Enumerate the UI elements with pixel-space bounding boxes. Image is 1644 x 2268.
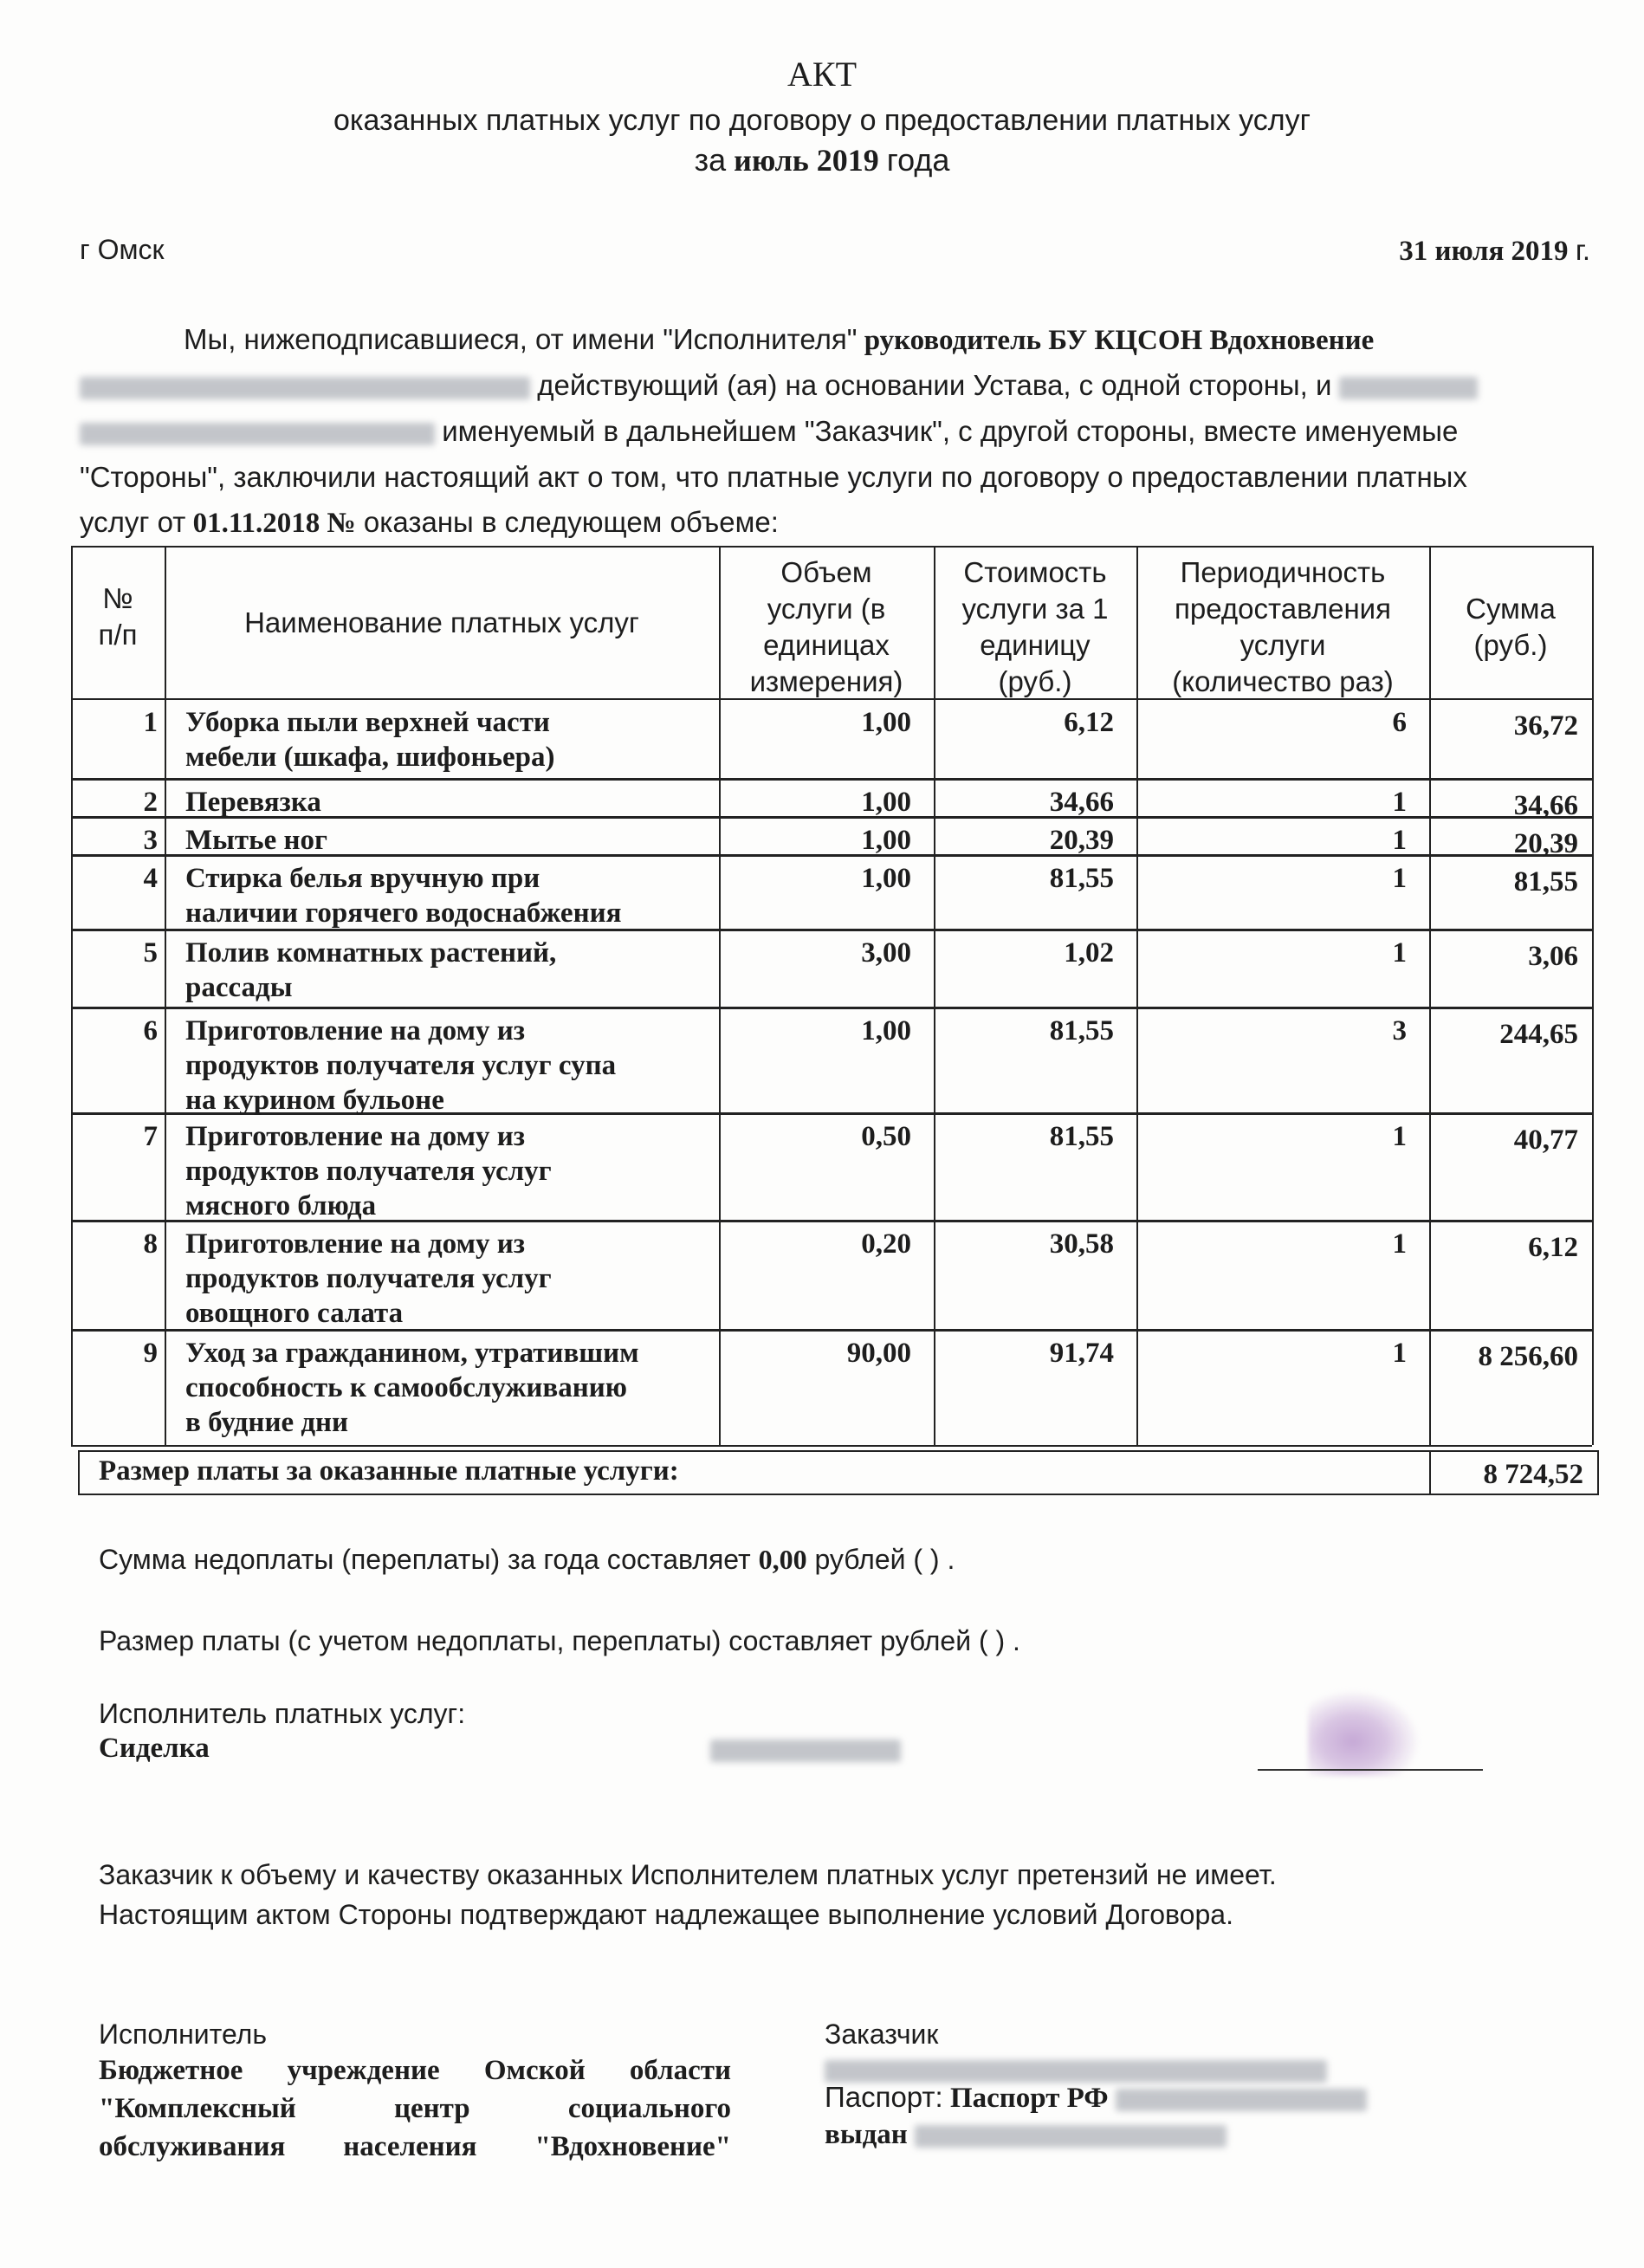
service-frequency: 1 [1392, 1228, 1407, 1260]
underpay-line: Сумма недоплаты (переплаты) за года составляет 0,00 рублей ( ) . [99, 1544, 955, 1575]
service-frequency: 1 [1392, 787, 1407, 818]
row-number: 1 [143, 707, 158, 738]
footer-customer-label: Заказчик [825, 2019, 939, 2050]
signature-line [1258, 1769, 1483, 1771]
table-rule [1597, 1450, 1599, 1495]
row-number: 8 [143, 1228, 158, 1260]
payment-line: Размер платы (с учетом недоплаты, переплаты) составляет рублей ( ) . [99, 1625, 1020, 1656]
table-rule [1592, 546, 1594, 1445]
service-price: 34,66 [1049, 787, 1114, 818]
document-date [1399, 234, 1590, 268]
service-volume: 0,20 [861, 1228, 911, 1260]
row-number: 7 [143, 1121, 158, 1152]
header-name: Наименование платных услуг [244, 606, 639, 638]
total-value: 8 724,52 [1483, 1459, 1583, 1490]
redacted-passport [1116, 2089, 1367, 2111]
service-price: 81,55 [1049, 1015, 1114, 1047]
service-price: 81,55 [1049, 863, 1114, 894]
service-name: Уход за гражданином, утратившим способность к самообслуживанию в будние дни [185, 1338, 639, 1438]
claims-line-2: Настоящим актом Стороны подтверждают надлежащее выполнение условий Договора. [99, 1899, 1233, 1930]
redacted-name [80, 377, 530, 399]
claims-line-1: Заказчик к объему и качеству оказанных Исполнителем платных услуг претензий не имеет. [99, 1859, 1277, 1890]
document-subtitle: оказанных платных услуг по договору о предоставлении платных услуг [333, 104, 1311, 137]
service-frequency: 3 [1392, 1015, 1407, 1047]
service-volume: 1,00 [861, 707, 911, 738]
table-rule [165, 546, 166, 1445]
total-label: Размер платы за оказанные платные услуги: [99, 1455, 679, 1487]
row-number: 9 [143, 1338, 158, 1369]
service-frequency: 1 [1392, 937, 1407, 969]
redacted-name [1339, 377, 1478, 399]
service-volume: 0,50 [861, 1121, 911, 1152]
service-price: 6,12 [1064, 707, 1114, 738]
header-price: Стоимость услуги за 1 единицу (руб.) [961, 556, 1109, 697]
table-rule [78, 1450, 80, 1495]
service-volume: 3,00 [861, 937, 911, 969]
service-sum: 81,55 [1513, 866, 1578, 897]
table-rule [71, 778, 1592, 781]
intro-line-2: действующий (ая) на основании Устава, с одной стороны, и [80, 363, 1590, 409]
executor-label: Исполнитель платных услуг: [99, 1698, 466, 1729]
service-price: 1,02 [1064, 937, 1114, 969]
service-sum: 244,65 [1499, 1019, 1578, 1050]
redacted-issued [915, 2125, 1227, 2148]
service-volume: 90,00 [846, 1338, 911, 1369]
service-sum: 20,39 [1513, 828, 1578, 859]
place: г Омск [80, 234, 165, 265]
service-frequency: 1 [1392, 863, 1407, 894]
service-name: Мытье ног [185, 825, 327, 856]
service-volume: 1,00 [861, 787, 911, 818]
table-rule [71, 546, 1592, 548]
table-rule [71, 1445, 1592, 1447]
redacted-executor-name [710, 1740, 901, 1762]
table-rule [1429, 546, 1431, 1445]
service-frequency: 1 [1392, 1338, 1407, 1369]
service-name: Приготовление на дому из продуктов получателя услуг супа на курином бульоне [185, 1015, 617, 1116]
footer-executor-org: Бюджетное учреждение Омской области "Комплексный центр социального обслуживания населения "Вдохновение" [99, 2055, 731, 2162]
service-price: 81,55 [1049, 1121, 1114, 1152]
service-sum: 3,06 [1528, 941, 1578, 972]
header-num: № п/п [98, 582, 138, 651]
service-volume: 1,00 [861, 1015, 911, 1047]
footer-issued: выдан [825, 2119, 1227, 2151]
service-name: Приготовление на дому из продуктов получателя услуг овощного салата [185, 1228, 552, 1329]
redacted-customer-name [825, 2060, 1327, 2083]
service-name: Полив комнатных растений, рассады [185, 937, 557, 1003]
row-number: 6 [143, 1015, 158, 1047]
date-suffix: г. [1575, 234, 1590, 266]
service-frequency: 1 [1392, 1121, 1407, 1152]
service-volume: 1,00 [861, 825, 911, 856]
intro-paragraph [80, 317, 1590, 546]
executor-role: Сиделка [99, 1733, 210, 1764]
table-rule [78, 1494, 1597, 1495]
period-suffix: года [886, 142, 950, 178]
row-number: 5 [143, 937, 158, 969]
intro-line-1: Мы, нижеподписавшиеся, от имени "Исполнителя" руководитель БУ КЦСОН Вдохновение [184, 323, 1375, 356]
intro-line-4: "Стороны", заключили настоящий акт о том, что платные услуги по договору о предоставлении платных [80, 461, 1467, 493]
table-rule [78, 1450, 1597, 1452]
header-sum: Сумма (руб.) [1466, 593, 1556, 661]
date-value: 31 июля 2019 [1399, 236, 1569, 267]
service-name: Стирка белья вручную при наличии горячего водоснабжения [185, 863, 622, 929]
header-frequency: Периодичность предоставления услуги (количество раз) [1172, 556, 1394, 697]
table-rule [71, 546, 73, 1445]
table-rule [71, 1007, 1592, 1009]
document-period [0, 142, 1644, 178]
intro-line-5: услуг от 01.11.2018 № оказаны в следующем объеме: [80, 506, 779, 539]
service-name: Приготовление на дому из продуктов получателя услуг мясного блюда [185, 1121, 552, 1221]
service-sum: 6,12 [1528, 1232, 1578, 1263]
footer-executor-label: Исполнитель [99, 2019, 268, 2050]
service-frequency: 6 [1392, 707, 1407, 738]
row-number: 2 [143, 787, 158, 818]
service-sum: 34,66 [1513, 790, 1578, 821]
service-price: 20,39 [1049, 825, 1114, 856]
row-number: 3 [143, 825, 158, 856]
row-number: 4 [143, 863, 158, 894]
service-name: Уборка пыли верхней части мебели (шкафа, шифоньера) [185, 707, 555, 773]
redacted-name [80, 423, 435, 445]
service-name: Перевязка [185, 787, 321, 818]
service-sum: 36,72 [1513, 710, 1578, 742]
footer-passport: Паспорт: Паспорт РФ [825, 2081, 1367, 2115]
period-month: июль 2019 [734, 143, 879, 178]
service-price: 30,58 [1049, 1228, 1114, 1260]
service-volume: 1,00 [861, 863, 911, 894]
service-sum: 8 256,60 [1478, 1341, 1578, 1372]
document-title: АКТ [787, 55, 857, 94]
period-prefix: за [694, 142, 727, 178]
intro-line-3: именуемый в дальнейшем "Заказчик", с другой стороны, вместе именуемые [80, 409, 1590, 455]
signature-mark [1308, 1689, 1421, 1776]
service-price: 91,74 [1049, 1338, 1114, 1369]
header-volume: Объем услуги (в единицах измерения) [749, 556, 903, 697]
service-frequency: 1 [1392, 825, 1407, 856]
service-sum: 40,77 [1513, 1124, 1578, 1156]
